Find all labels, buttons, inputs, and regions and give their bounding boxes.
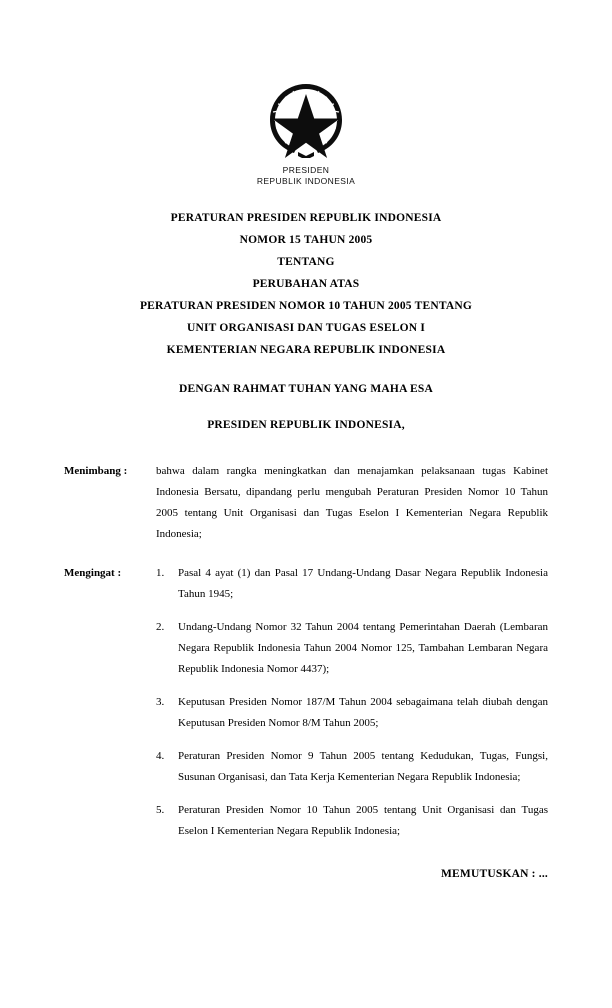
list-item	[156, 746, 548, 788]
list-item-text: Keputusan Presiden Nomor 187/M Tahun 2004 sebagaimana telah diubah dengan Keputusan Presiden Nomor 8/M Tahun 2005;	[178, 696, 548, 729]
title-line-2: NOMOR 15 TAHUN 2005	[239, 234, 373, 246]
list-item-number: 3.	[156, 696, 165, 708]
menimbang-text: bahwa dalam rangka meningkatkan dan menajamkan pelaksanaan tugas Kabinet Indonesia Bersatu, dipandang perlu mengubah Peraturan Presiden Nomor 10 Tahun 2005 tentang Unit Organisasi dan Tugas Eselon I Kementerian Negara Republik Indonesia;	[156, 465, 548, 540]
emblem-container	[0, 0, 612, 163]
title-line-3: TENTANG	[277, 256, 335, 268]
title-line-5: PERATURAN PRESIDEN NOMOR 10 TAHUN 2005 TENTANG	[139, 300, 473, 312]
list-item	[156, 800, 548, 842]
section-mengingat	[64, 563, 548, 842]
emblem-caption	[0, 165, 612, 187]
section-menimbang	[64, 461, 548, 545]
list-item-text: Peraturan Presiden Nomor 10 Tahun 2005 tentang Unit Organisasi dan Tugas Eselon I Kementerian Negara Republik Indonesia;	[178, 804, 548, 837]
list-item-number: 1.	[156, 567, 165, 579]
authority-line: PRESIDEN REPUBLIK INDONESIA,	[207, 419, 405, 431]
garuda-star-wreath-icon	[260, 78, 352, 158]
list-item	[156, 617, 548, 680]
emblem-caption-line1: PRESIDEN	[282, 165, 330, 175]
menimbang-label: Menimbang :	[64, 465, 128, 477]
mengingat-label: Mengingat :	[64, 567, 122, 579]
title-line-4: PERUBAHAN ATAS	[252, 278, 360, 290]
list-item-number: 5.	[156, 804, 165, 816]
list-item	[156, 563, 548, 605]
list-item-number: 4.	[156, 750, 165, 762]
list-item	[156, 692, 548, 734]
list-item-text: Undang-Undang Nomor 32 Tahun 2004 tentang Pemerintahan Daerah (Lembaran Negara Republik Indonesia Tahun 2004 Nomor 125, Tambahan Lembaran Negara Republik Indonesia Nomor 4437);	[178, 621, 548, 675]
list-item-text: Pasal 4 ayat (1) dan Pasal 17 Undang-Undang Dasar Negara Republik Indonesia Tahun 1945;	[178, 567, 548, 600]
blessing-line: DENGAN RAHMAT TUHAN YANG MAHA ESA	[179, 383, 433, 395]
title-line-7: KEMENTERIAN NEGARA REPUBLIK INDONESIA	[166, 344, 446, 356]
title-line-6: UNIT ORGANISASI DAN TUGAS ESELON I	[186, 322, 426, 334]
list-item-text: Peraturan Presiden Nomor 9 Tahun 2005 tentang Kedudukan, Tugas, Fungsi, Susunan Organisasi, dan Tata Kerja Kementerian Negara Republik Indonesia;	[178, 750, 548, 783]
continuation-note: MEMUTUSKAN : ...	[440, 868, 548, 880]
mengingat-list	[156, 563, 548, 842]
title-line-1: PERATURAN PRESIDEN REPUBLIK INDONESIA	[170, 212, 442, 224]
document-body	[0, 461, 612, 842]
list-item-number: 2.	[156, 621, 165, 633]
document-title	[0, 207, 612, 361]
emblem-caption-line2: REPUBLIK INDONESIA	[256, 176, 356, 186]
